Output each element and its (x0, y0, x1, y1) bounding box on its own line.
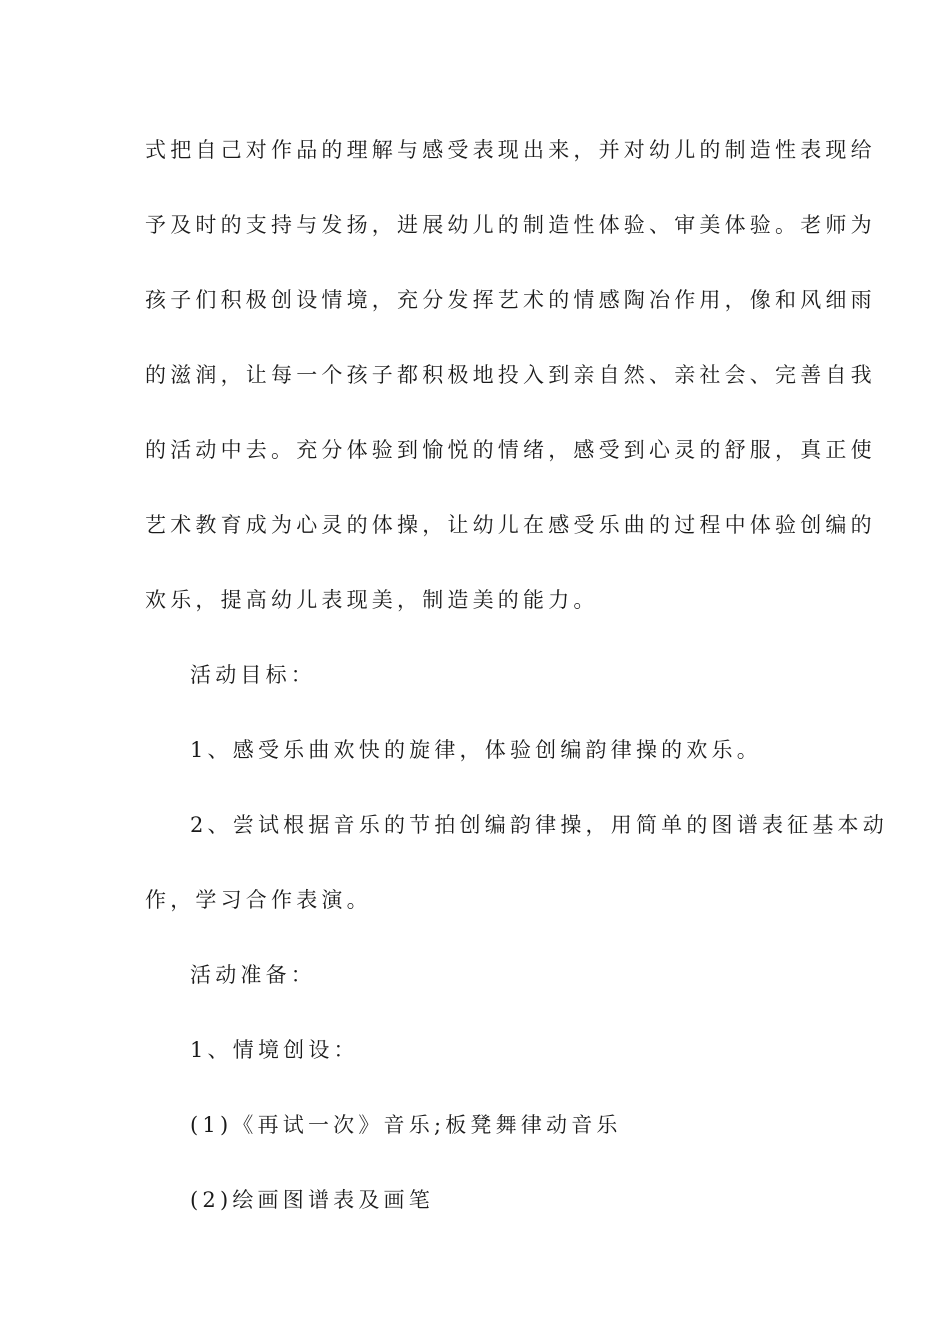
goal-item-1: 1、感受乐曲欢快的旋律，体验创编韵律操的欢乐。 (190, 738, 762, 762)
section-heading-goals: 活动目标： (190, 663, 316, 687)
paragraph-line: 艺术教育成为心灵的体操，让幼儿在感受乐曲的过程中体验创编的 (145, 513, 876, 537)
paragraph-line: 孩子们积极创设情境，充分发挥艺术的情感陶冶作用，像和风细雨 (145, 288, 876, 312)
goal-item-2-continued: 作，学习合作表演。 (145, 888, 372, 912)
paragraph-line: 予及时的支持与发扬，进展幼儿的制造性体验、审美体验。老师为 (145, 213, 876, 237)
section-heading-preparation: 活动准备： (190, 963, 316, 987)
paragraph-line: 的滋润，让每一个孩子都积极地投入到亲自然、亲社会、完善自我 (145, 363, 876, 387)
preparation-item-1: 1、情境创设： (190, 1038, 359, 1062)
paragraph-line: 的活动中去。充分体验到愉悦的情绪，感受到心灵的舒服，真正使 (145, 438, 876, 462)
paragraph-line: 式把自己对作品的理解与感受表现出来，并对幼儿的制造性表现给 (145, 138, 876, 162)
goal-item-2: 2、尝试根据音乐的节拍创编韵律操，用简单的图谱表征基本动 (190, 813, 888, 837)
paragraph-line: 欢乐，提高幼儿表现美，制造美的能力。 (145, 588, 599, 612)
preparation-subitem-2: (2)绘画图谱表及画笔 (190, 1188, 434, 1212)
preparation-subitem-1: (1)《再试一次》音乐;板凳舞律动音乐 (190, 1113, 622, 1137)
